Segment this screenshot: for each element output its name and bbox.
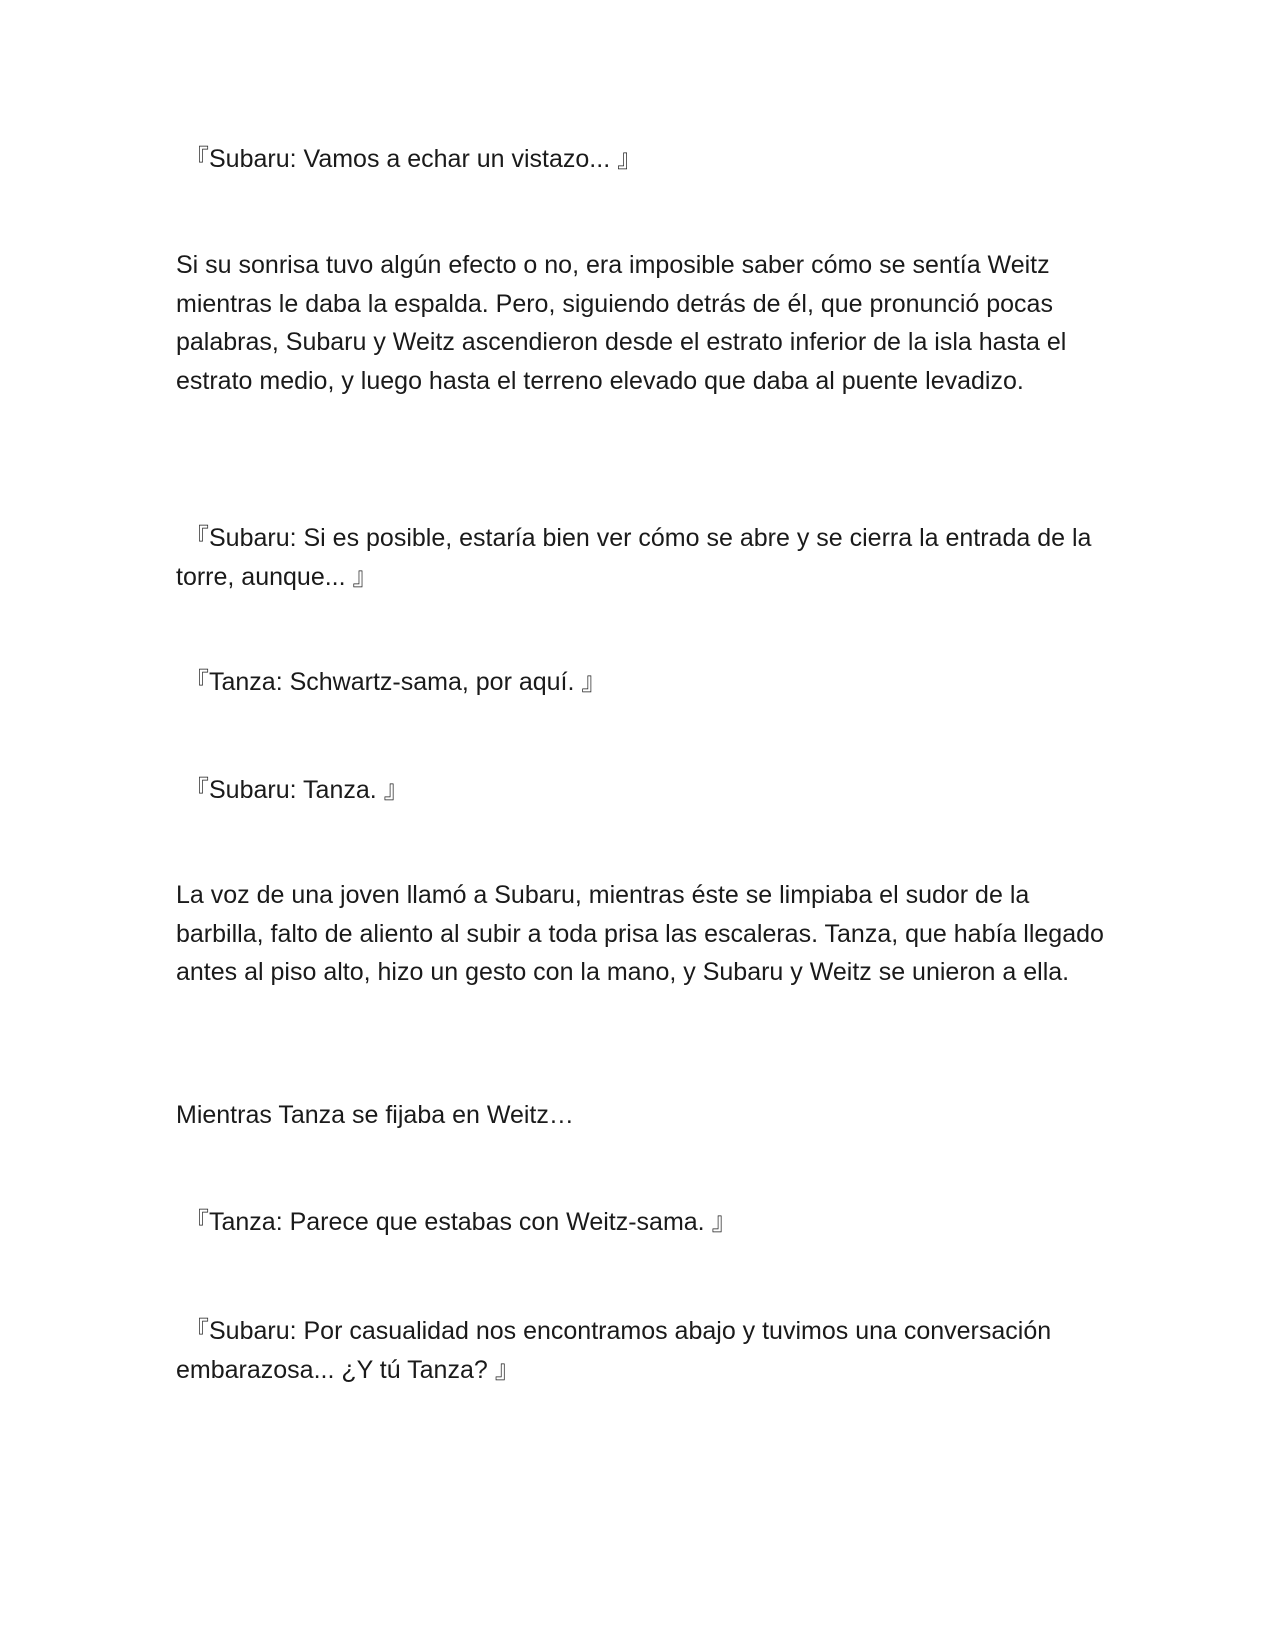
narration-paragraph-2: La voz de una joven llamó a Subaru, mientras éste se limpiaba el sudor de la barbilla, falto de aliento al subir a toda prisa las escaleras. Tanza, que había llegado antes al piso alto, hizo un gesto con la mano, y Subaru y Weitz se unieron a ella. <box>176 881 1104 986</box>
dialogue-tanza-1: 『Tanza: Schwartz-sama, por aquí. 』 <box>184 668 607 696</box>
dialogue-tanza-2: 『Tanza: Parece que estabas con Weitz-sama. 』 <box>184 1208 737 1236</box>
dialogue-subaru-4: 『Subaru: Por casualidad nos encontramos abajo y tuvimos una conversación embarazosa... ¿Y tú Tanza? 』 <box>176 1317 1052 1384</box>
dialogue-subaru-1: 『Subaru: Vamos a echar un vistazo... 』 <box>184 145 643 173</box>
narration-paragraph-3: Mientras Tanza se fijaba en Weitz… <box>176 1101 574 1129</box>
narration-paragraph-1: Si su sonrisa tuvo algún efecto o no, era imposible saber cómo se sentía Weitz mientras le daba la espalda. Pero, siguiendo detrás de él, que pronunció pocas palabras, Subaru y Weitz ascendieron desde el estrato inferior de la isla hasta el estrato medio, y luego hasta el terreno elevado que daba al puente levadizo. <box>176 251 1067 395</box>
dialogue-subaru-2: 『Subaru: Si es posible, estaría bien ver cómo se abre y se cierra la entrada de la torre, aunque... 』 <box>176 524 1092 591</box>
dialogue-subaru-3: 『Subaru: Tanza. 』 <box>184 776 409 804</box>
